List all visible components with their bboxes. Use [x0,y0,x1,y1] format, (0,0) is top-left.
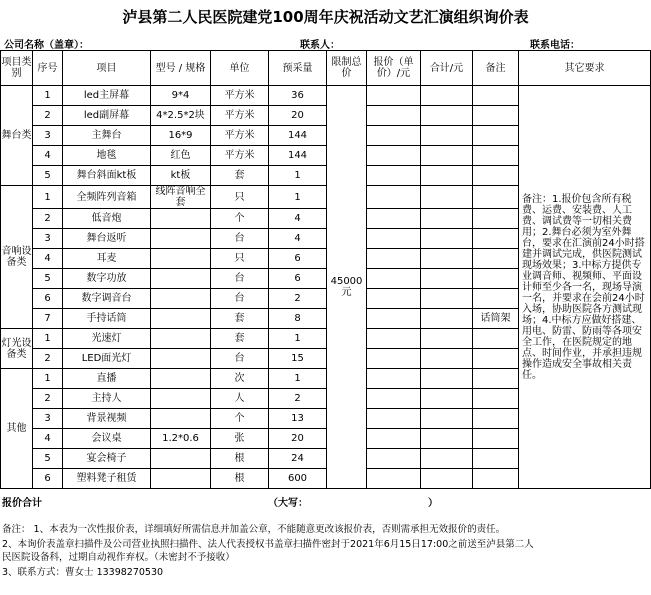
row-spec: 线阵音响全套 [151,186,211,209]
quote-input-cell[interactable] [367,349,421,369]
row-unit: 平方米 [211,126,269,146]
row-no: 3 [33,126,63,146]
row-no: 3 [33,229,63,249]
note-line-2: 2、本询价表盖章扫描件及公司营业执照扫描件、法人代表授权书盖章扫描件密封于2021年6月15日17:00之前送至泸县第二人 [2,539,534,550]
row-no: 1 [33,186,63,209]
row-qty: 1 [269,186,327,209]
row-remark [473,449,519,469]
row-qty: 24 [269,449,327,469]
row-unit: 只 [211,186,269,209]
quote-input-cell[interactable] [367,146,421,166]
row-no: 7 [33,309,63,329]
row-unit: 台 [211,349,269,369]
row-no: 4 [33,429,63,449]
row-spec: 4*2.5*2块 [151,106,211,126]
quote-input-cell[interactable] [367,269,421,289]
contact-label: 联系人： [300,40,340,51]
row-item: led主屏幕 [63,86,151,106]
row-item: LED面光灯 [63,349,151,369]
row-unit: 台 [211,229,269,249]
row-no: 4 [33,249,63,269]
category-cell: 舞台类 [1,86,33,186]
row-no: 6 [33,469,63,489]
header-remark: 备注 [473,51,519,86]
row-spec [151,449,211,469]
row-spec [151,469,211,489]
row-qty: 4 [269,209,327,229]
total-input-cell[interactable] [421,289,473,309]
quote-input-cell[interactable] [367,329,421,349]
row-qty: 13 [269,409,327,429]
header-qty: 预采量 [269,51,327,86]
quote-input-cell[interactable] [367,166,421,186]
row-item: 全频阵列音箱 [63,186,151,209]
info-row [0,33,651,50]
requirements-cell: 备注：1.报价包含所有税费、运费、安装费、人工费、调试费等一切相关费用；2.舞台必须为室外舞台，要求在汇演前24小时搭建并调试完成，供医院测试现场效果；3.中标方提供专业调音师、视频师、平面设计师至少各一名，现场导演一名，并要求在会前24小时入场，协助医院各方测试现场；4.中标方应做好搭建、用电、防雷、防雨等各项安全工作，在医院规定的地点、时间作业，并承担违规操作造成安全事故相关责任。 [519,86,651,489]
row-qty: 2 [269,289,327,309]
row-no: 1 [33,86,63,106]
row-remark [473,249,519,269]
row-remark [473,429,519,449]
row-spec [151,289,211,309]
row-item: 数字调音台 [63,289,151,309]
quote-input-cell[interactable] [367,309,421,329]
row-unit: 根 [211,469,269,489]
row-spec [151,209,211,229]
row-unit: 次 [211,369,269,389]
row-remark [473,146,519,166]
row-item: 手持话筒 [63,309,151,329]
row-spec: 红色 [151,146,211,166]
row-item: 塑料凳子租赁 [63,469,151,489]
row-qty: 1 [269,166,327,186]
row-remark [473,389,519,409]
note-line-3: 民医院设备科，过期自动视作弃权。（未密封不予接收） [2,552,235,563]
row-remark [473,369,519,389]
row-remark [473,126,519,146]
row-qty: 1 [269,329,327,349]
category-cell: 音响设备类 [1,186,33,329]
category-cell: 灯光设备类 [1,329,33,369]
row-remark [473,349,519,369]
row-spec: kt板 [151,166,211,186]
header-row [1,51,651,86]
row-spec [151,269,211,289]
row-qty: 20 [269,106,327,126]
row-spec [151,229,211,249]
row-item: 主舞台 [63,126,151,146]
header-total: 合计/元 [421,51,473,86]
quote-input-cell[interactable] [367,186,421,209]
row-spec: 16*9 [151,126,211,146]
quotation-table [0,50,651,489]
row-spec: 1.2*0.6 [151,429,211,449]
row-qty: 600 [269,469,327,489]
total-input-cell[interactable] [421,409,473,429]
row-item: led副屏幕 [63,106,151,126]
quote-input-cell[interactable] [367,106,421,126]
header-no: 序号 [33,51,63,86]
total-input-cell[interactable] [421,389,473,409]
row-item: 主持人 [63,389,151,409]
total-input-cell[interactable] [421,269,473,289]
row-unit: 套 [211,166,269,186]
row-spec [151,409,211,429]
row-spec [151,389,211,409]
header-other: 其它要求 [519,51,651,86]
row-spec [151,329,211,349]
total-input-cell[interactable] [421,249,473,269]
header-spec: 型号 / 规格 [151,51,211,86]
row-qty: 8 [269,309,327,329]
header-category: 项目类别 [1,51,33,86]
row-spec [151,309,211,329]
note-line-1: 备注： 1、本表为一次性报价表，详细填好所需信息并加盖公章，不能随意更改该报价表，否则需承担无效报价的责任。 [2,524,506,535]
row-qty: 144 [269,126,327,146]
row-no: 5 [33,449,63,469]
total-input-cell[interactable] [421,106,473,126]
quote-input-cell[interactable] [367,469,421,489]
quote-input-cell[interactable] [367,86,421,106]
row-item: 舞台斜面kt板 [63,166,151,186]
row-item: 舞台返听 [63,229,151,249]
company-label: 公司名称（盖章）： [4,40,89,51]
total-input-cell[interactable] [421,369,473,389]
quote-input-cell[interactable] [367,126,421,146]
row-spec [151,249,211,269]
total-input-cell[interactable] [421,146,473,166]
row-unit: 个 [211,409,269,429]
table-row [1,86,651,106]
quote-input-cell[interactable] [367,409,421,429]
total-label: 报价合计 [2,498,42,509]
row-remark [473,209,519,229]
total-row [0,491,651,508]
row-unit: 根 [211,449,269,469]
row-no: 4 [33,146,63,166]
header-unit: 单位 [211,51,269,86]
row-no: 1 [33,369,63,389]
total-input-cell[interactable] [421,469,473,489]
phone-label: 联系电话： [530,40,580,51]
total-input-cell[interactable] [421,209,473,229]
row-item: 直播 [63,369,151,389]
total-input-cell[interactable] [421,86,473,106]
quote-input-cell[interactable] [367,389,421,409]
row-qty: 20 [269,429,327,449]
header-limit: 限制总价 [327,51,367,86]
row-no: 5 [33,166,63,186]
note-line-4: 3、联系方式：曹女士 13398270530 [2,567,164,578]
row-unit: 个 [211,209,269,229]
row-no: 6 [33,289,63,309]
total-input-cell[interactable] [421,429,473,449]
row-qty: 1 [269,369,327,389]
row-unit: 平方米 [211,106,269,126]
total-input-cell[interactable] [421,126,473,146]
quote-input-cell[interactable] [367,209,421,229]
row-qty: 4 [269,229,327,249]
row-unit: 台 [211,269,269,289]
row-spec [151,349,211,369]
row-remark [473,289,519,309]
quote-input-cell[interactable] [367,369,421,389]
row-remark [473,186,519,209]
row-no: 2 [33,209,63,229]
header-item: 项目 [63,51,151,86]
row-unit: 只 [211,249,269,269]
total-input-cell[interactable] [421,349,473,369]
row-unit: 套 [211,309,269,329]
row-item: 宴会椅子 [63,449,151,469]
row-no: 2 [33,106,63,126]
row-item: 地毯 [63,146,151,166]
row-spec: 9*4 [151,86,211,106]
quote-input-cell[interactable] [367,229,421,249]
row-unit: 平方米 [211,146,269,166]
quote-input-cell[interactable] [367,429,421,449]
row-qty: 2 [269,389,327,409]
total-input-cell[interactable] [421,186,473,209]
row-remark [473,269,519,289]
uppercase-close: ） [428,498,438,509]
row-item: 耳麦 [63,249,151,269]
row-remark: 话筒架 [473,309,519,329]
page-title: 泸县第二人民医院建党100周年庆祝活动文艺汇演组织询价表 [122,8,529,26]
total-input-cell[interactable] [421,309,473,329]
row-unit: 平方米 [211,86,269,106]
limit-price-cell: 45000元 [327,86,367,489]
row-no: 2 [33,349,63,369]
row-unit: 台 [211,289,269,309]
row-no: 2 [33,389,63,409]
row-qty: 6 [269,249,327,269]
uppercase-open: （大写： [268,498,308,509]
total-input-cell[interactable] [421,449,473,469]
row-item: 会议桌 [63,429,151,449]
row-remark [473,409,519,429]
row-qty: 144 [269,146,327,166]
row-remark [473,86,519,106]
row-item: 背景视频 [63,409,151,429]
category-cell: 其他 [1,369,33,489]
row-no: 5 [33,269,63,289]
row-item: 数字功放 [63,269,151,289]
row-qty: 6 [269,269,327,289]
row-remark [473,229,519,249]
row-item: 低音炮 [63,209,151,229]
row-spec [151,369,211,389]
row-remark [473,166,519,186]
row-qty: 36 [269,86,327,106]
row-remark [473,106,519,126]
total-input-cell[interactable] [421,229,473,249]
row-item: 光速灯 [63,329,151,349]
quote-input-cell[interactable] [367,449,421,469]
quote-input-cell[interactable] [367,289,421,309]
row-remark [473,469,519,489]
quote-input-cell[interactable] [367,249,421,269]
total-input-cell[interactable] [421,166,473,186]
header-quote: 报价（单价）/元 [367,51,421,86]
row-qty: 15 [269,349,327,369]
row-remark [473,329,519,349]
row-unit: 套 [211,329,269,349]
row-no: 1 [33,329,63,349]
total-input-cell[interactable] [421,329,473,349]
row-unit: 人 [211,389,269,409]
row-unit: 张 [211,429,269,449]
row-no: 3 [33,409,63,429]
